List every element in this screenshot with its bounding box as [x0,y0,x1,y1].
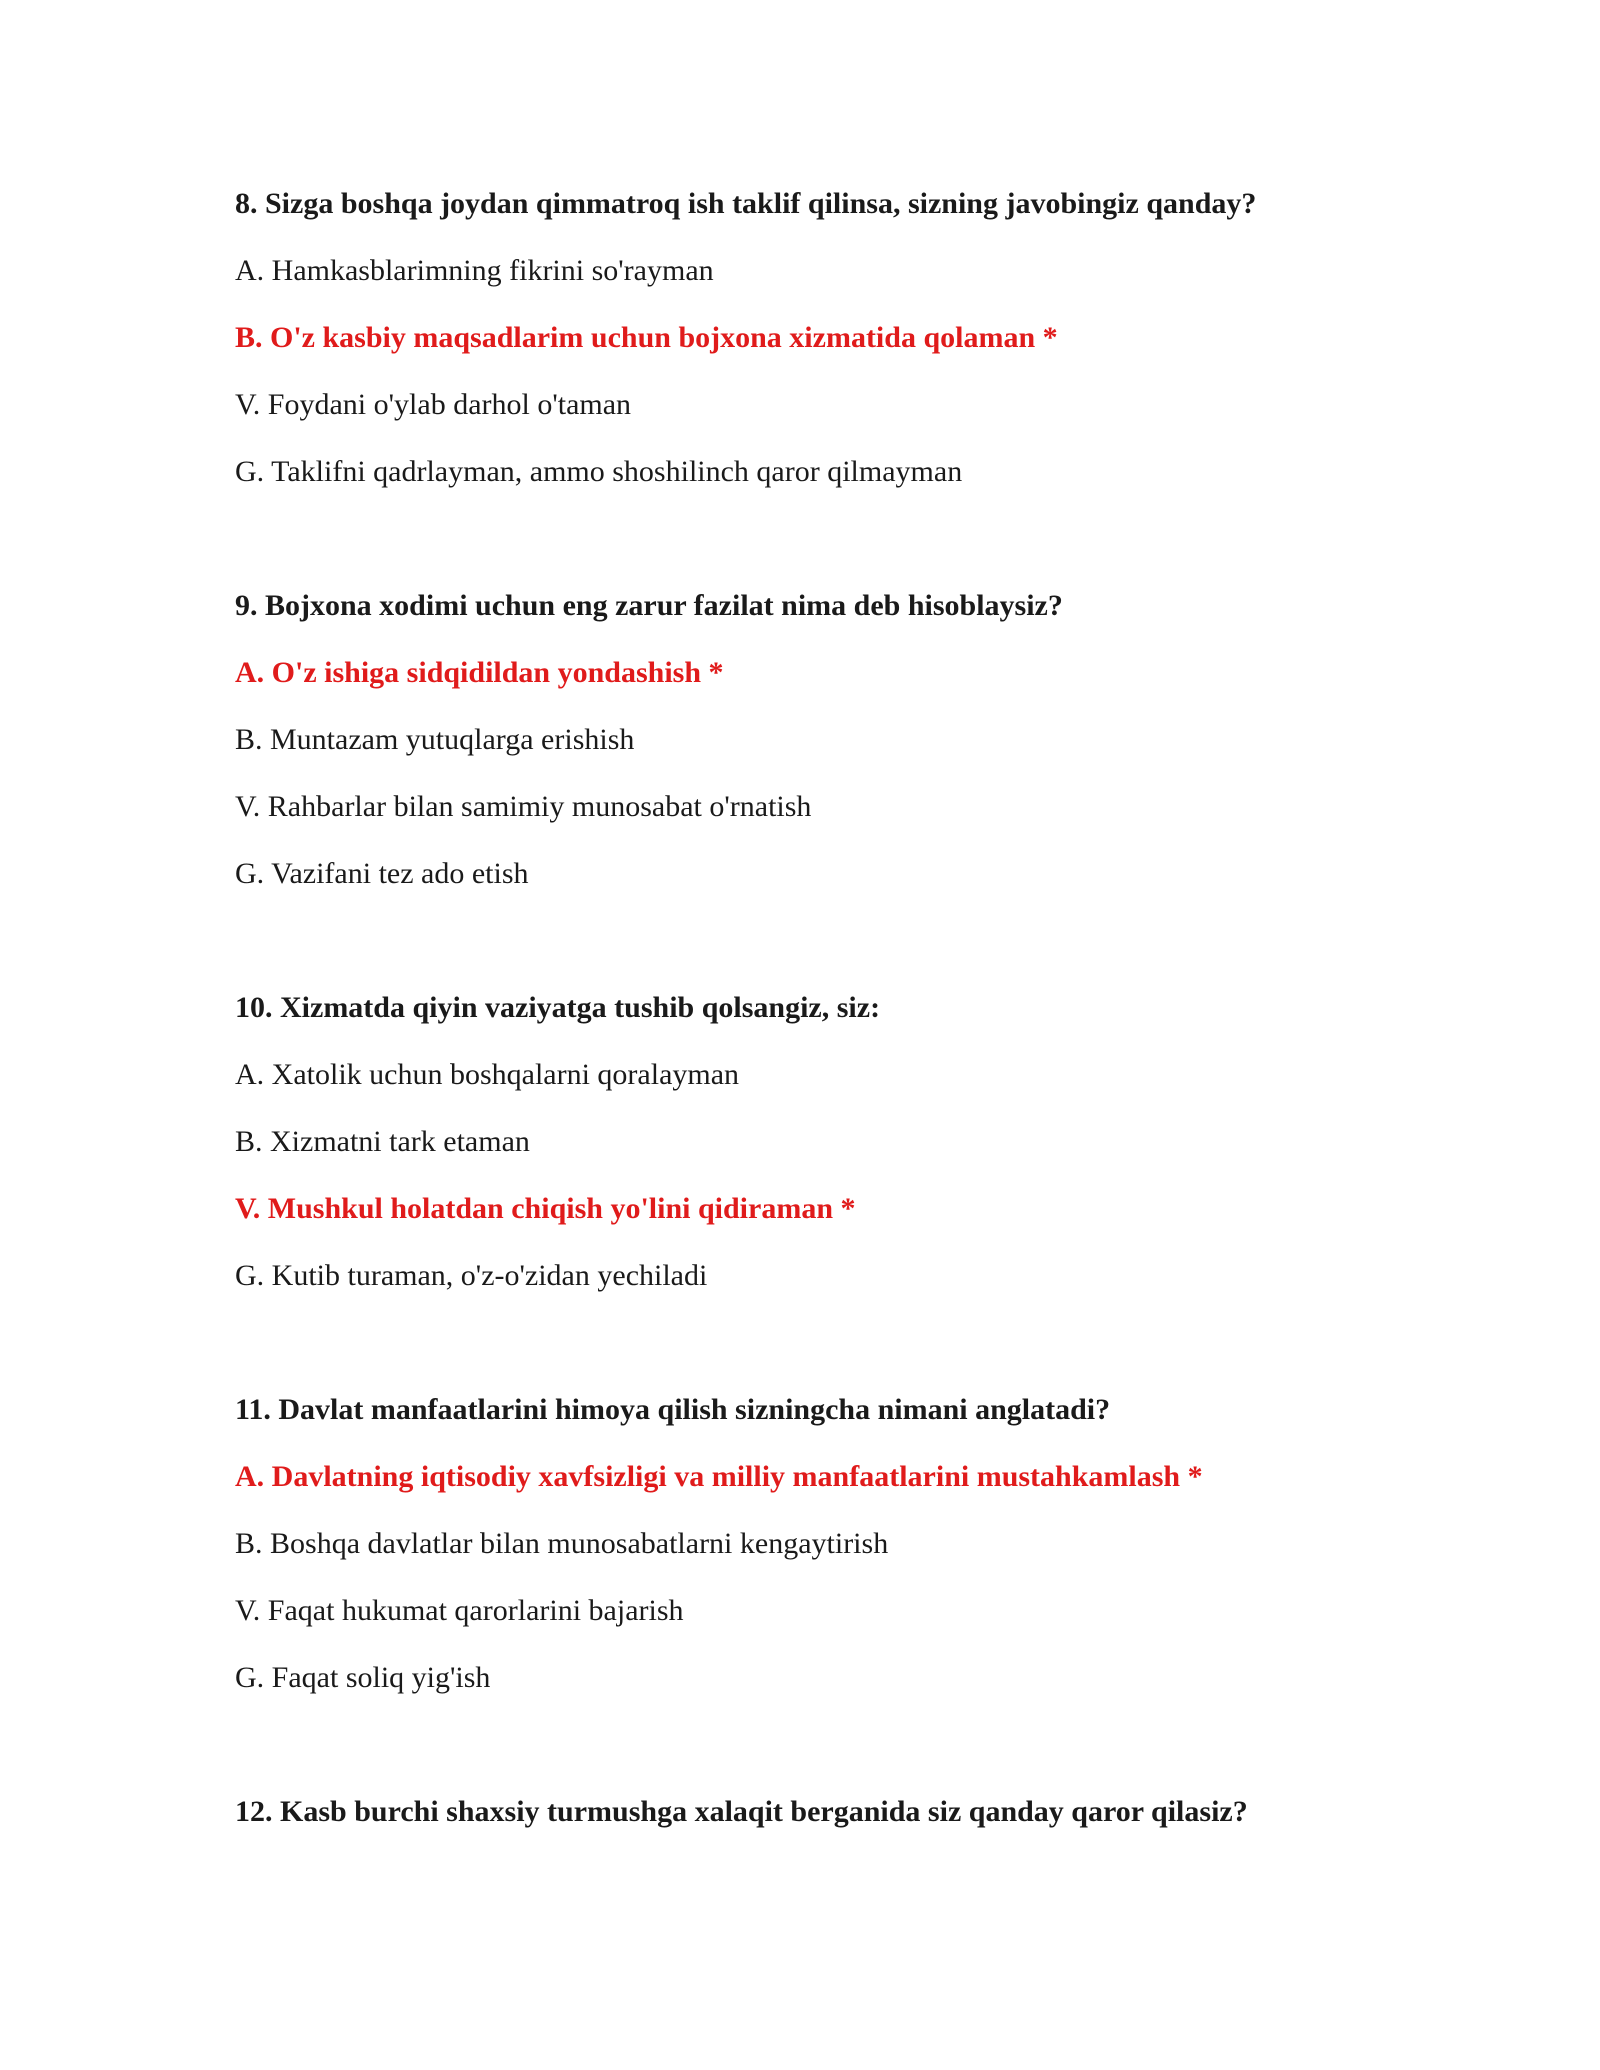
question-spacer [235,923,1435,990]
option-a: A. Hamkasblarimning fikrini so'rayman [235,254,714,287]
question-9 [235,588,1435,892]
question-title: 9. Bojxona xodimi uchun eng zarur fazilat nima deb hisoblaysiz? [235,589,1063,622]
option-a: A. Xatolik uchun boshqalarni qoralayman [235,1058,740,1091]
question-11 [235,1392,1435,1696]
option-v: V. Foydani o'ylab darhol o'taman [235,388,632,421]
option-v-correct-answer: V. Mushkul holatdan chiqish yo'lini qidiraman * [235,1192,856,1225]
question-10 [235,990,1435,1294]
option-v: V. Faqat hukumat qarorlarini bajarish [235,1594,684,1627]
option-v: V. Rahbarlar bilan samimiy munosabat o'rnatish [235,790,812,823]
option-b-correct-answer: B. O'z kasbiy maqsadlarim uchun bojxona xizmatida qolaman * [235,321,1058,354]
option-g: G. Faqat soliq yig'ish [235,1661,491,1694]
question-title: 12. Kasb burchi shaxsiy turmushga xalaqit berganida siz qanday qaror qilasiz? [235,1795,1248,1828]
option-g: G. Taklifni qadrlayman, ammo shoshilinch qaror qilmayman [235,455,963,488]
document-page [235,186,1435,1861]
option-a-correct-answer: A. Davlatning iqtisodiy xavfsizligi va milliy manfaatlarini mustahkamlash * [235,1460,1203,1493]
question-8 [235,186,1435,490]
question-12 [235,1794,1435,1830]
question-spacer [235,1325,1435,1392]
question-title: 8. Sizga boshqa joydan qimmatroq ish taklif qilinsa, sizning javobingiz qanday? [235,187,1257,220]
question-title: 11. Davlat manfaatlarini himoya qilish sizningcha nimani anglatadi? [235,1393,1111,1426]
question-title: 10. Xizmatda qiyin vaziyatga tushib qolsangiz, siz: [235,991,881,1024]
option-b: B. Xizmatni tark etaman [235,1125,530,1158]
question-spacer [235,521,1435,588]
question-spacer [235,1727,1435,1794]
option-a-correct-answer: A. O'z ishiga sidqidildan yondashish * [235,656,724,689]
option-g: G. Kutib turaman, o'z-o'zidan yechiladi [235,1259,708,1292]
option-g: G. Vazifani tez ado etish [235,857,529,890]
option-b: B. Boshqa davlatlar bilan munosabatlarni kengaytirish [235,1527,889,1560]
option-b: B. Muntazam yutuqlarga erishish [235,723,635,756]
